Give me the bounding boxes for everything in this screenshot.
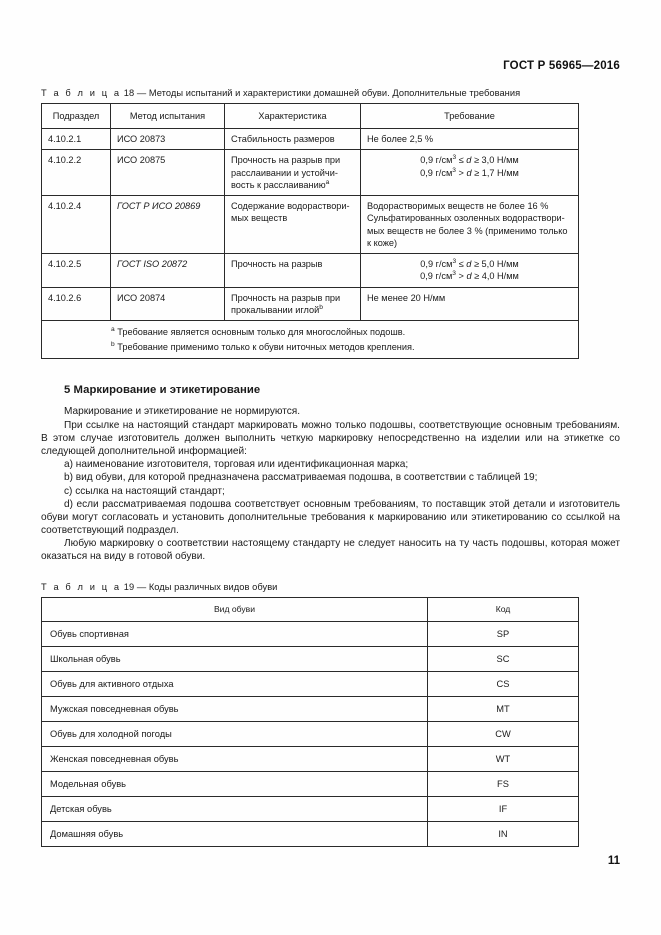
table-19-cell-code: SC — [428, 646, 579, 671]
table-19-cell-kind: Модельная обувь — [42, 772, 428, 797]
table-19-row — [42, 646, 579, 671]
table-18-cell-characteristic: Содержание водораствори-мых веществ — [225, 196, 361, 254]
table-18-cell-subsection: 4.10.2.4 — [42, 196, 111, 254]
footnote-marker-a: a — [111, 325, 115, 333]
table-19-cell-kind: Детская обувь — [42, 797, 428, 822]
table-18-cell-subsection: 4.10.2.5 — [42, 254, 111, 287]
footnote-text-b: Требование применимо только к обуви ниточных методов крепления. — [117, 341, 415, 352]
table-19-caption-title: Коды различных видов обуви — [148, 581, 278, 592]
requirement-line: Не менее 20 Н/мм — [367, 292, 446, 303]
table-18-row — [42, 150, 579, 196]
footnote-text-a: Требование является основным только для многослойных подошв. — [117, 327, 406, 338]
table-18-cell-characteristic: Прочность на разрыв при расслаивании и устойчи-вость к расслаиванию$^a$ — [225, 150, 361, 196]
table-19-cell-kind: Мужская повседневная обувь — [42, 696, 428, 721]
table-18-cell-method: ГОСТ ISO 20872 — [111, 254, 225, 287]
table-19-cell-kind: Школьная обувь — [42, 646, 428, 671]
table-18-cell-requirement — [361, 287, 579, 320]
section-5-list-item-c: c) ссылка на настоящий стандарт; — [64, 485, 225, 497]
table-19-col-header-kind: Вид обуви — [42, 597, 428, 621]
table-19-row — [42, 822, 579, 847]
table-18-col-header-requirement: Требование — [361, 104, 579, 129]
table-19-cell-code: SP — [428, 621, 579, 646]
table-19-cell-code: MT — [428, 696, 579, 721]
table-18-cell-characteristic: Прочность на разрыв при прокалывании иглой$^b$ — [225, 287, 361, 320]
requirement-line: 0,9 $г/см^3 > d \ge 1,7$ Н/мм — [420, 166, 519, 178]
table-19-cell-code: CS — [428, 671, 579, 696]
section-5-list-item-a: a) наименование изготовителя, торговая или идентификационная марка; — [64, 459, 409, 471]
table-19-cell-code: CW — [428, 722, 579, 747]
section-5-paragraph-intro: Маркирование и этикетирование не нормируются. — [64, 406, 301, 418]
table-19-caption-number: 19 — [123, 581, 135, 592]
table-18-cell-requirement — [361, 150, 579, 196]
table-18-row — [42, 254, 579, 287]
table-18-caption-dash: — — [136, 88, 147, 98]
table-18-col-header-subsection: Подраздел — [42, 104, 111, 129]
table-18-col-header-characteristic: Характеристика — [225, 104, 361, 129]
page-number: 11 — [607, 855, 620, 867]
table-18-cell-requirement — [361, 196, 579, 254]
footnote-marker-b: b — [111, 340, 115, 348]
table-18-cell-method: ИСО 20874 — [111, 287, 225, 320]
table-19-cell-kind: Обувь спортивная — [42, 621, 428, 646]
table-18 — [41, 103, 579, 359]
table-19-row — [42, 747, 579, 772]
table-19-cell-kind: Домашняя обувь — [42, 822, 428, 847]
table-19-row — [42, 696, 579, 721]
table-18-row — [42, 196, 579, 254]
section-5-list-item-d: d) если рассматриваемая подошва соответствует основным требованиям, то поставщик этой детали и изготовитель обуви могут согласовать и установить дополнительные требования к маркированию или этикетированию со ссылкой на соответствующий подраздел. — [41, 498, 620, 537]
table-18-footnote-cell — [42, 321, 579, 359]
page-header-standard-number: ГОСТ Р 56965—2016 — [503, 60, 620, 72]
table-18-footnote-a — [48, 325, 572, 340]
table-18-cell-method: ИСО 20875 — [111, 150, 225, 196]
footnote-ref-a: a — [325, 178, 330, 186]
table-18-header-row — [42, 104, 579, 129]
table-19-caption — [41, 582, 620, 592]
requirement-line: 0,9 $г/см^3 > d \ge 4,0$ Н/мм — [420, 270, 519, 282]
table-18-cell-subsection: 4.10.2.6 — [42, 287, 111, 320]
table-18-footnote-b — [48, 340, 572, 355]
table-18-cell-method: ИСО 20873 — [111, 129, 225, 150]
requirement-line: 0,9 $г/см^3 \le d \ge 3,0$ Н/мм — [420, 154, 519, 166]
table-19-row — [42, 772, 579, 797]
table-19-row — [42, 722, 579, 747]
table-18-caption-number: 18 — [123, 88, 135, 98]
table-19-row — [42, 621, 579, 646]
table-19-cell-kind: Обувь для активного отдыха — [42, 671, 428, 696]
table-18-row — [42, 287, 579, 320]
table-18-row — [42, 129, 579, 150]
table-19-row — [42, 671, 579, 696]
table-19-cell-code: WT — [428, 747, 579, 772]
requirement-line: Не более 2,5 % — [367, 134, 434, 145]
table-18-cell-characteristic: Стабильность размеров — [225, 129, 361, 150]
section-5-heading: 5 Маркирование и этикетирование — [64, 384, 261, 397]
table-18-caption-label: Т а б л и ц а — [41, 88, 122, 98]
table-19-cell-kind: Женская повседневная обувь — [42, 747, 428, 772]
table-19-cell-code: IN — [428, 822, 579, 847]
table-18-caption — [41, 88, 620, 98]
table-18-cell-subsection: 4.10.2.1 — [42, 129, 111, 150]
table-18-footnotes — [42, 321, 579, 359]
table-18-cell-method: ГОСТ Р ИСО 20869 — [111, 196, 225, 254]
footnote-ref-b: b — [319, 303, 323, 311]
table-19-cell-kind: Обувь для холодной погоды — [42, 722, 428, 747]
requirement-line: 0,9 $г/см^3 \le d \ge 5,0$ Н/мм — [420, 258, 519, 270]
table-19-header-row — [42, 597, 579, 621]
requirement-line: Сульфатированных озоленных водораствори-мых веществ не более 3 % (применимо только к коже) — [367, 213, 568, 248]
table-18-cell-characteristic: Прочность на разрыв — [225, 254, 361, 287]
table-19 — [41, 597, 579, 848]
table-18-col-header-method: Метод испытания — [111, 104, 225, 129]
page-content — [41, 88, 620, 847]
section-5-list-item-b: b) вид обуви, для которой предназначена рассматриваемая подошва, в соответствии с таблицей 19; — [64, 472, 538, 484]
table-19-cell-code: FS — [428, 772, 579, 797]
table-19-caption-dash: — — [136, 581, 147, 592]
section-5-paragraph-closing: Любую маркировку о соответствии настоящему стандарту не следует наносить на ту часть подошвы, которая может оказаться на виду в готовой обуви. — [41, 538, 620, 563]
table-19-col-header-code: Код — [428, 597, 579, 621]
table-18-cell-subsection: 4.10.2.2 — [42, 150, 111, 196]
requirement-line: Водорастворимых веществ не более 16 % — [367, 201, 549, 212]
table-18-body — [42, 129, 579, 321]
table-19-row — [42, 797, 579, 822]
table-18-cell-requirement — [361, 254, 579, 287]
table-19-cell-code: IF — [428, 797, 579, 822]
table-19-body — [42, 621, 579, 847]
table-19-block — [41, 582, 620, 848]
section-5-paragraph-reference: При ссылке на настоящий стандарт маркировать можно только подошвы, соответствующие основным требованиям. В этом случае изготовитель должен выполнить четкую маркировку непосредственно на изделии или на этикетке со следующей дополнительной информацией: — [41, 419, 620, 457]
table-18-caption-title: Методы испытаний и характеристики домашней обуви. Дополнительные требования — [148, 88, 521, 98]
table-18-cell-requirement — [361, 129, 579, 150]
table-19-caption-label: Т а б л и ц а — [41, 581, 122, 592]
